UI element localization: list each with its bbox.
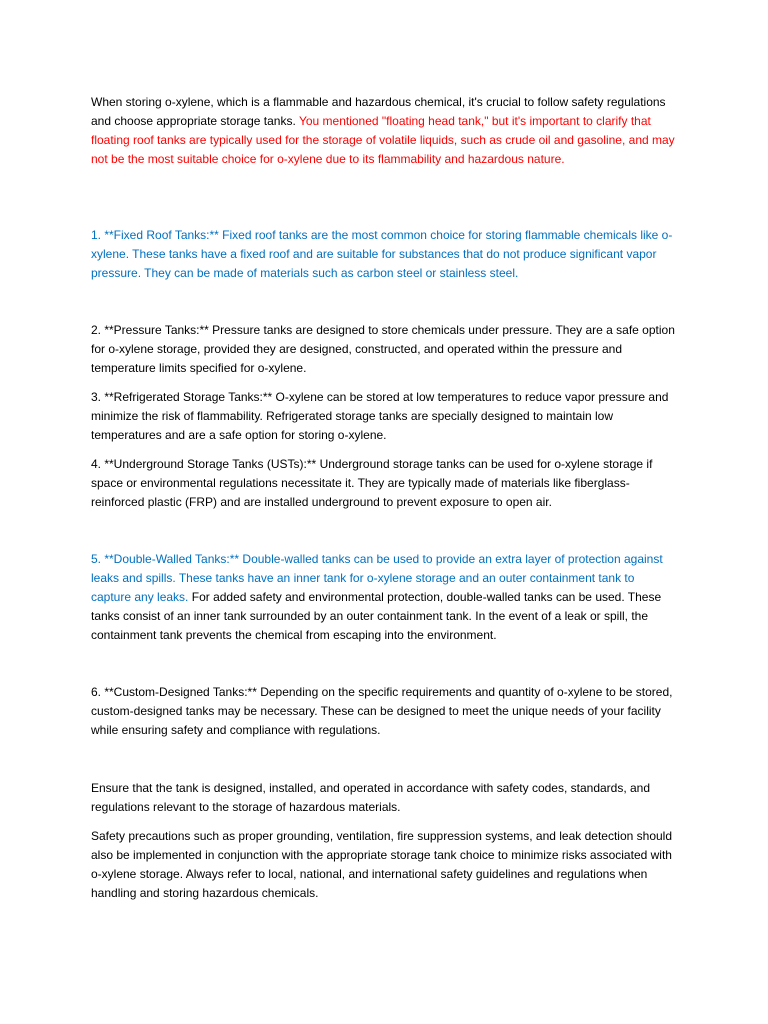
intro-correction-text: You mentioned "floating head tank," but it's important to clarify that floating roof tanks are typically used for the storage of volatile liquids, such as crude oil and gasoline, and may not be the most suitable choice for o-xylene due to its flammability and hazardous nature. (91, 114, 675, 166)
intro-paragraph (91, 93, 677, 169)
double-walled-blue-text: 5. **Double-Walled Tanks:** Double-walled tanks can be used to provide an extra layer of protection against leaks and spills. These tanks have an inner tank for o-xylene storage and an outer containment tank to capture any leaks. (91, 552, 663, 604)
closing-paragraph-2: Safety precautions such as proper grounding, ventilation, fire suppression systems, and leak detection should also be implemented in conjunction with the appropriate storage tank choice to minimize risks associated with o-xylene storage. Always refer to local, national, and international safety guidelines and regulations when handling and storing hazardous chemicals. (91, 829, 673, 900)
intro-text: When storing o-xylene, which is a flammable and hazardous chemical, it's crucial to follow safety regulations and choose appropriate storage tanks. (91, 95, 666, 128)
custom-designed-tanks-paragraph: 6. **Custom-Designed Tanks:** Depending on the specific requirements and quantity of o-xylene to be stored, custom-designed tanks may be necessary. These can be designed to meet the unique needs of your facility while ensuring safety and compliance with regulations. (91, 685, 673, 737)
double-walled-tanks-paragraph (91, 550, 677, 645)
double-walled-black-text: For added safety and environmental protection, double-walled tanks can be used. These tanks consist of an inner tank surrounded by an outer containment tank. In the event of a leak or spill, the containment tank prevents the chemical from escaping into the environment. (91, 590, 662, 642)
pressure-tanks-paragraph: 2. **Pressure Tanks:** Pressure tanks are designed to store chemicals under pressure. They are a safe option for o-xylene storage, provided they are designed, constructed, and operated within the pressure and temperature limits specified for o-xylene. (91, 323, 675, 375)
refrigerated-tanks-paragraph: 3. **Refrigerated Storage Tanks:** O-xylene can be stored at low temperatures to reduce vapor pressure and minimize the risk of flammability. Refrigerated storage tanks are specially designed to maintain low temperatures and are a safe option for storing o-xylene. (91, 390, 669, 442)
closing-paragraph-1: Ensure that the tank is designed, installed, and operated in accordance with safety codes, standards, and regulations relevant to the storage of hazardous materials. (91, 781, 651, 814)
fixed-roof-tanks-paragraph: 1. **Fixed Roof Tanks:** Fixed roof tanks are the most common choice for storing flammable chemicals like o-xylene. These tanks have a fixed roof and are suitable for substances that do not produce significant vapor pressure. They can be made of materials such as carbon steel or stainless steel. (91, 228, 673, 280)
underground-tanks-paragraph: 4. **Underground Storage Tanks (USTs):** Underground storage tanks can be used for o-xylene storage if space or environmental regulations necessitate it. They are typically made of materials like fiberglass-reinforced plastic (FRP) and are installed underground to prevent exposure to open air. (91, 457, 653, 509)
